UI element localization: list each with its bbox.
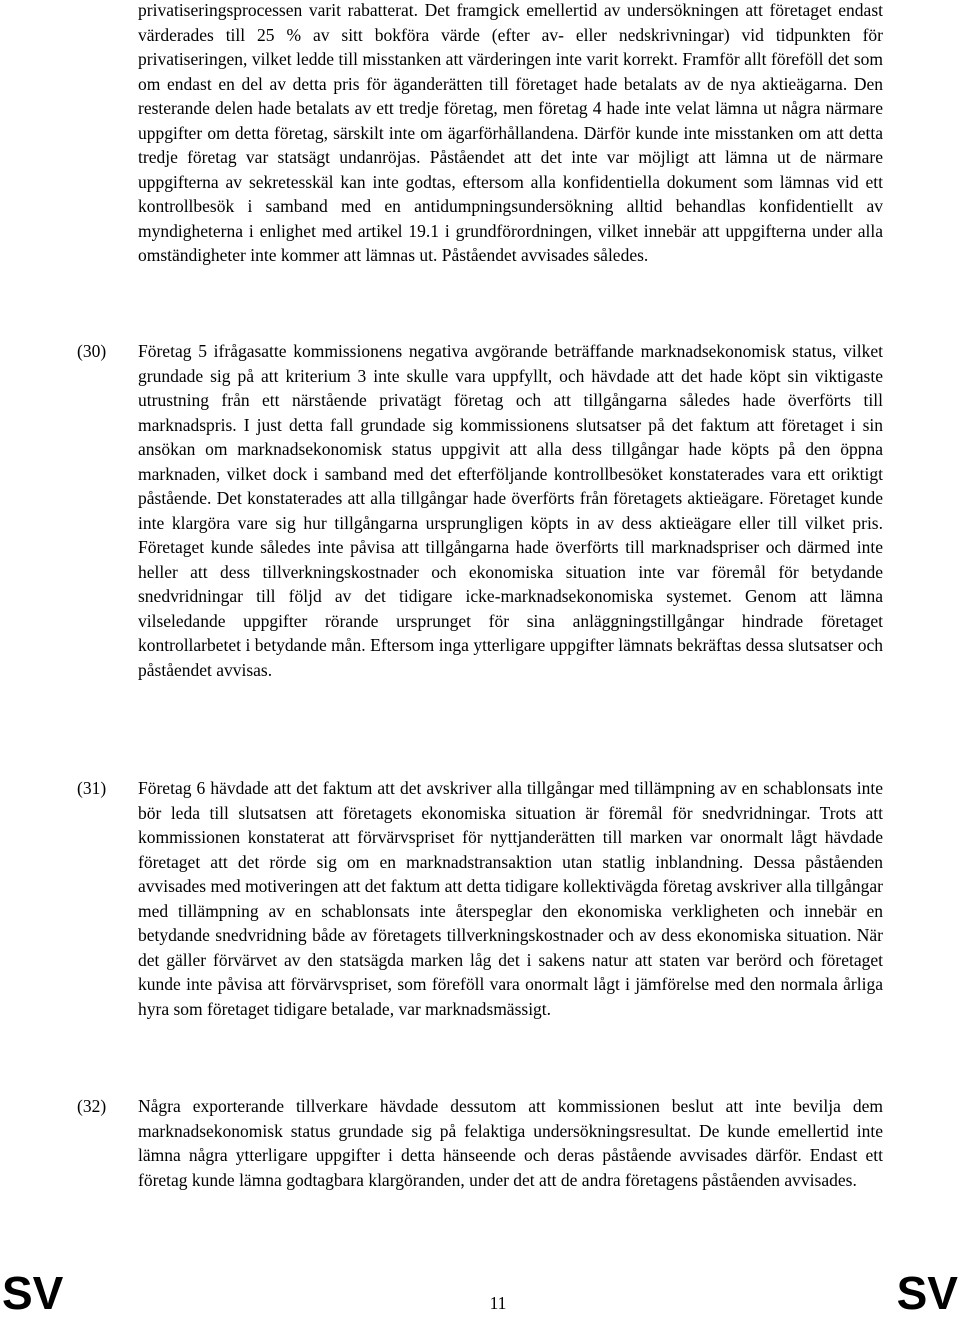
footer-language-code-right: SV — [896, 1267, 958, 1319]
paragraph-number-32: (32) — [77, 1096, 107, 1116]
paragraph-31-text: Företag 6 hävdade att det faktum att det avskriver alla tillgångar med tillämpning av en schablonsats inte bör leda till slutsatsen att företagets ekonomiska situation är föremål för snedvridningar. Trots att kommissionen konstaterat att förvärvspriset för nyttjanderätten till marken var onormalt lågt hävdade företaget att det rörde sig om en marknadstransaktion utan statlig inblandning. Dessa påståenden avvisades med motiveringen att det faktum att detta tidigare kollektivägda företag avskriver alla tillgångar med tillämpning av en schablonsats inte återspeglar den ekonomiska verkligheten och innebär en betydande snedvridning både av företagets tillverkningskostnader och av dess ekonomiska situation. När det gäller förvärvet av den statsägda marken låg det i sakens natur att staten var berörd och företaget kunde inte påvisa att förvärvspriset, som föreföll vara onormalt lågt i jämförelse med den normala årliga hyra som företaget tidigare betalade, var marknadsmässigt. — [138, 778, 883, 1019]
paragraph-number-30: (30) — [77, 341, 107, 361]
continuation-paragraph: privatiseringsprocessen varit rabatterat. Det framgick emellertid av undersökningen att företaget endast värderades till 25 % av sitt bokföra värde (efter av- eller nedskrivningar) vid tidpunkten för privatiseringen, vilket ledde till misstanken att värderingen inte varit korrekt. Framför allt föreföll det som om endast en del av detta pris för äganderätten till företaget hade betalats av de nya aktieägarna. Den resterande delen hade betalats av ett tredje företag, men företag 4 hade inte velat lämna ut några närmare uppgifter om detta företag, särskilt inte om ägarförhållandena. Därför kunde inte misstanken om att detta tredje företag var statsägt undanröjas. Påståendet att det inte var möjligt att lämna ut de närmare uppgifterna av sekretesskäl kan inte godtas, eftersom alla konfidentiella dokument som lämnas vid ett kontrollbesök i samband med en antidumpningsundersökning alltid behandlas konfidentiellt av myndigheterna i enlighet med artikel 19.1 i grundförordningen, vilket innebär att uppgifterna under alla omständigheter inte kommer att lämnas ut. Påståendet avvisades således. — [138, 0, 883, 265]
paragraph-30-text: Företag 5 ifrågasatte kommissionens negativa avgörande beträffande marknadsekonomisk status, vilket grundade sig på att kriterium 3 inte skulle vara uppfyllt, och hävdade att det hade köpt sin viktigaste utrustning från ett närstående privatägt företag och att tillgångarna således hade överförts till marknadspris. I just detta fall grundade sig kommissionens slutsatser på det faktum att företaget i sin ansökan om marknadsekonomisk status uppgivit att alla dess tillgångar hade köpts på den öppna marknaden, vilket dock i samband med det efterföljande kontrollbesöket konstaterades vara ett oriktigt påstående. Det konstaterades att alla tillgångar hade överförts från företagets aktieägare. Företaget kunde inte klargöra vare sig hur tillgångarna ursprungligen köpts in av dess aktieägare eller till vilket pris. Företaget kunde således inte påvisa att tillgångarna hade överförts till marknadspriser och därmed inte heller att dess tillverkningskostnader och ekonomiska situation inte var föremål för betydande snedvridningar till följd av det tidigare icke-marknadsekonomiska systemet. Genom att lämna vilseledande uppgifter rörande ursprunget för sina anläggningstillgångar hindrade företaget kontrollarbetet i betydande mån. Eftersom inga ytterligare uppgifter lämnats bekräftas dessa slutsatser och påståendet avvisas. — [138, 341, 883, 680]
paragraph-32-text: Några exporterande tillverkare hävdade dessutom att kommissionen beslut att inte bevilja dem marknadsekonomisk status grundade sig på felaktiga undersökningsresultat. De kunde emellertid inte lämna några ytterligare uppgifter i detta hänseende och deras påstående avvisades därför. Endast ett företag kunde lämna godtagbara klargöranden, under det att de andra företagens påståenden avvisades. — [138, 1096, 883, 1190]
page-number: 11 — [489, 1293, 507, 1313]
footer-language-code-left: SV — [2, 1267, 64, 1319]
paragraph-number-31: (31) — [77, 778, 107, 798]
